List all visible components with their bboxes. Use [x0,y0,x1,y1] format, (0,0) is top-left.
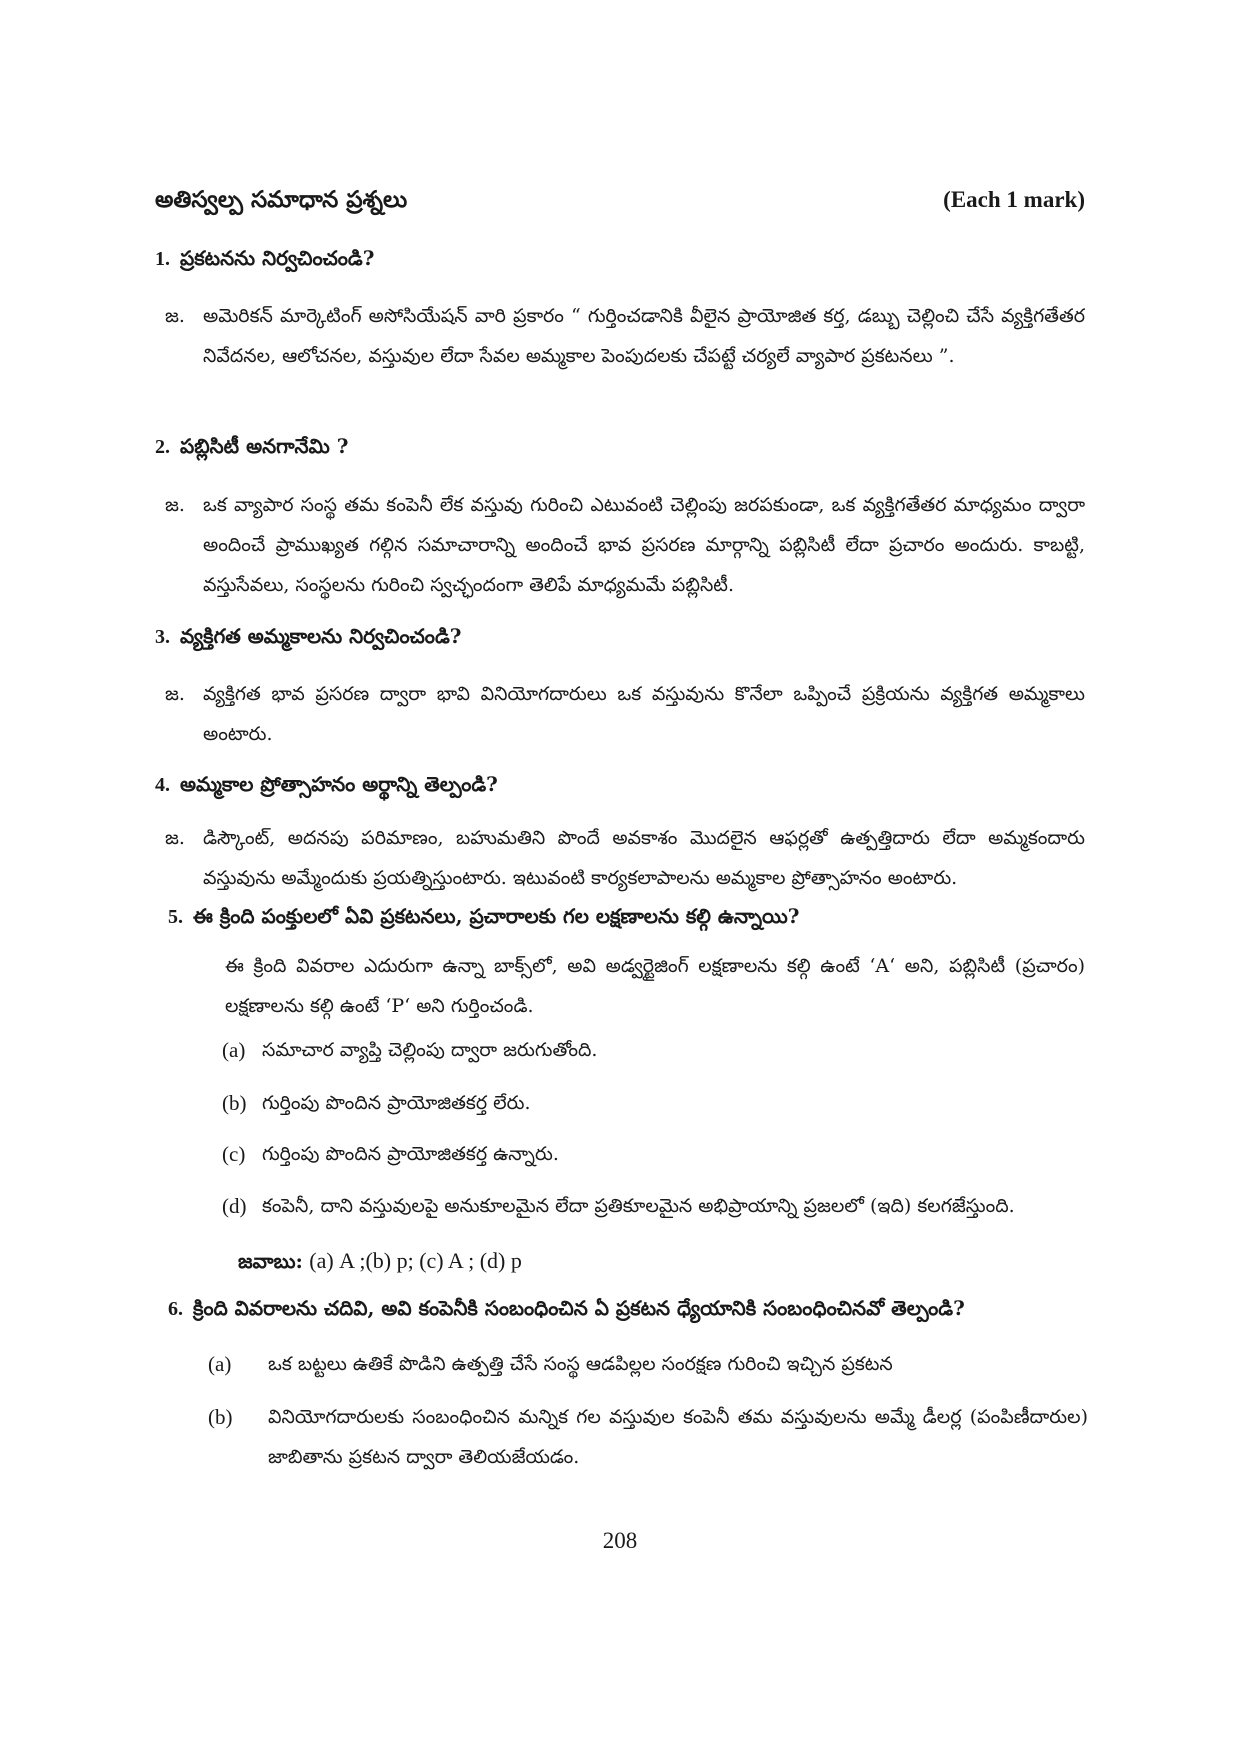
item-text: వినియోగదారులకు సంబంధించిన మన్నిక గల వస్తువుల కంపెనీ తమ వస్తువులను అమ్మే డీలర్ల (పంపిణీదారుల) జాబితాను ప్రకటన ద్వారా తెలియజేయడం. [268,1406,1088,1468]
answer-marker: జ. [165,305,185,327]
answer-text: ఒక వ్యాపార సంస్థ తమ కంపెనీ లేక వస్తువు గురించి ఎటువంటి చెల్లింపు జరపకుండా, ఒక వ్యక్తిగతేతర మాధ్యమం ద్వారా అందించే ప్రాముఖ్యత గల్గిన సమాచారాన్ని అందించే భావ ప్రసరణ మార్గాన్ని పబ్లిసిటీ లేదా ప్రచారం అందురు. కాబట్టి, వస్తుసేవలు, సంస్థలను గురించి స్వచ్ఛందంగా తెలిపే మాధ్యమమే పబ్లిసిటీ. [203,494,1085,596]
item-a [208,1344,1088,1384]
question-5-intro: ఈ క్రింది వివరాల ఎదురుగా ఉన్నా బాక్స్‌లో, అవి అడ్వర్టైజింగ్ లక్షణాలను కల్గి ఉంటే ‘A‘ అని, పబ్లిసిటీ (ప్రచారం) లక్షణాలను కల్గి ఉంటే ‘P‘ అని గుర్తించండి. [225,955,1085,1017]
question-text: అమ్మకాల ప్రోత్సాహనం అర్థాన్ని తెల్పండి? [180,772,498,796]
section-title: అతిస్వల్ప సమాధాన ప్రశ్నలు [155,186,408,213]
option-label: (a) [222,1038,246,1062]
answer-text: డిస్కౌంట్, అదనపు పరిమాణం, బహుమతిని పొందే అవకాశం మొదలైన ఆఫర్లతో ఉత్పత్తిదారు లేదా అమ్మకందారు వస్తువును అమ్మేందుకు ప్రయత్నిస్తుంటారు. ఇటువంటి కార్యకలాపాలను అమ్మకాల ప్రోత్సాహనం అంటారు. [203,827,1085,889]
answer-5 [238,1248,522,1278]
question-number: 2. [155,436,170,458]
option-text: సమాచార వ్యాప్తి చెల్లింపు ద్వారా జరుగుతోంది. [262,1039,598,1061]
question-text: వ్యక్తిగత అమ్మకాలను నిర్వచించండి? [180,624,462,648]
question-number: 3. [155,626,170,648]
question-text: ఈ క్రింది పంక్తులలో ఏవి ప్రకటనలు, ప్రచారాలకు గల లక్షణాలను కల్గి ఉన్నాయి? [193,904,800,928]
question-3 [155,622,1085,651]
option-label: (c) [222,1142,246,1166]
question-number: 4. [155,774,170,796]
answer-value: (a) A ;(b) p; (c) A ; (d) p [309,1248,522,1273]
option-a [222,1030,1087,1070]
answer-1 [165,296,1085,376]
question-6 [168,1294,1085,1323]
option-text: గుర్తింపు పొందిన ప్రాయోజితకర్త లేరు. [262,1092,531,1114]
option-c [222,1134,1087,1174]
question-1 [155,244,1085,273]
answer-marker: జ. [165,494,185,516]
option-label: (d) [222,1194,247,1218]
item-label: (b) [208,1405,233,1429]
item-text: ఒక బట్టలు ఉతికే పొడిని ఉత్పత్తి చేసే సంస్థ ఆడపిల్లల సంరక్షణ గురించి ఇచ్చిన ప్రకటన [268,1353,893,1375]
option-d [222,1186,1087,1226]
answer-2 [165,485,1085,605]
option-b [222,1083,1087,1123]
section-header [155,186,1085,219]
answer-marker: జ. [165,683,185,705]
option-text: కంపెనీ, దాని వస్తువులపై అనుకూలమైన లేదా ప్రతికూలమైన అభిప్రాయాన్ని ప్రజలలో (ఇది) కలగజేస్తుంది. [262,1195,1015,1217]
option-label: (b) [222,1091,247,1115]
question-number: 1. [155,248,170,270]
question-2 [155,432,1085,461]
question-number: 6. [168,1298,183,1320]
question-text: క్రింది వివరాలను చదివి, అవి కంపెనీకి సంబంధించిన ఏ ప్రకటన ధ్యేయానికి సంబంధించినవో తెల్పండి? [193,1296,965,1320]
question-number: 5. [168,906,183,928]
answer-text: వ్యక్తిగత భావ ప్రసరణ ద్వారా భావి వినియోగదారులు ఒక వస్తువును కొనేలా ఒప్పించే ప్రక్రియను వ్యక్తిగత అమ్మకాలు అంటారు. [203,683,1085,745]
answer-marker: జ. [165,827,185,849]
question-4 [155,770,1085,799]
item-b [208,1397,1088,1477]
marks-note: (Each 1 mark) [943,187,1085,212]
answer-label: జవాబు: [238,1249,303,1273]
question-text: ప్రకటనను నిర్వచించండి? [180,246,375,270]
question-text: పబ్లిసిటీ అనగానేమి ? [180,434,349,458]
item-label: (a) [208,1352,232,1376]
answer-text: అమెరికన్ మార్కెటింగ్ అసోసియేషన్ వారి ప్రకారం “ గుర్తించడానికి వీలైన ప్రాయోజిత కర్త, డబ్బు చెల్లించి చేసే వ్యక్తిగతేతర నివేదనల, ఆలోచనల, వస్తువుల లేదా సేవల అమ్మకాల పెంపుదలకు చేపట్టే చర్యలే వ్యాపార ప్రకటనలు ”. [203,305,1085,367]
option-text: గుర్తింపు పొందిన ప్రాయోజితకర్త ఉన్నారు. [262,1143,559,1165]
page-number: 208 [602,1528,638,1553]
answer-4 [165,818,1085,898]
question-5 [168,902,1085,931]
answer-3 [165,674,1085,754]
